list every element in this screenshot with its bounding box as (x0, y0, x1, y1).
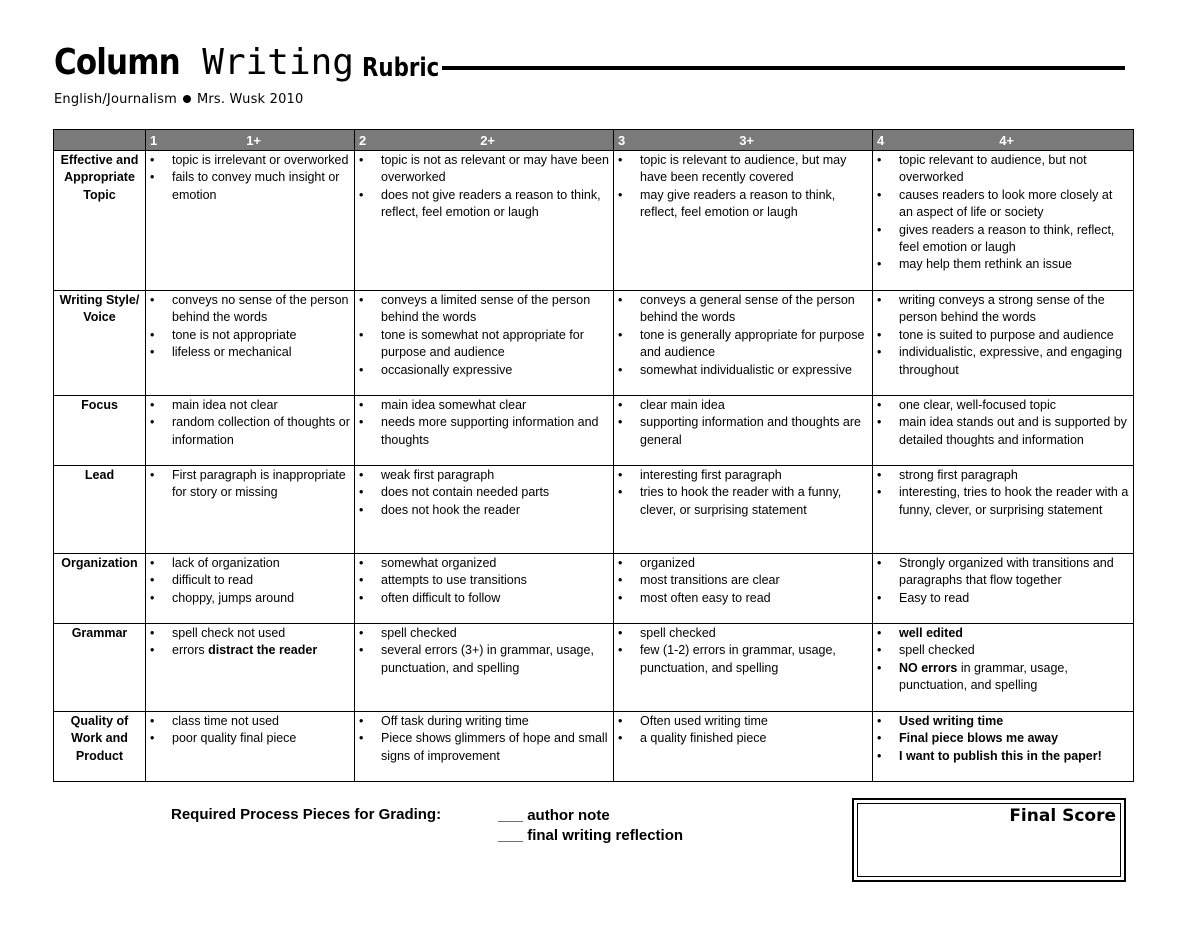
criteria-list (877, 555, 1129, 607)
list-item: • conveys no sense of the person behind the words (150, 292, 350, 327)
list-item: • fails to convey much insight or emotion (150, 169, 350, 204)
final-score-box (852, 798, 1126, 882)
list-item: • main idea not clear (150, 397, 350, 414)
criteria-list (359, 292, 609, 379)
criteria-list (150, 713, 350, 748)
score-cell (355, 624, 614, 712)
text-segment: errors (172, 643, 209, 658)
list-item (877, 730, 1129, 747)
score-cell (873, 624, 1134, 712)
list-item: • tone is generally appropriate for purpose and audience (618, 327, 868, 362)
list-item: • choppy, jumps around (150, 590, 350, 607)
list-item: • random collection of thoughts or information (150, 414, 350, 449)
list-item: • several errors (3+) in grammar, usage, punctuation, and spelling (359, 642, 609, 677)
header-row (54, 130, 1134, 151)
list-item: • clear main idea (618, 397, 868, 414)
criteria-list (150, 555, 350, 607)
list-item: • tone is suited to purpose and audience (877, 327, 1129, 344)
list-item: • supporting information and thoughts are general (618, 414, 868, 449)
score-cell (146, 712, 355, 782)
score-cell (873, 466, 1134, 554)
subtitle-teacher: Mrs. Wusk 2010 (196, 92, 304, 107)
criteria-list (359, 555, 609, 607)
author-note-item: ___ author note (498, 807, 610, 824)
criterion-cell: Effective and Appropriate Topic (54, 151, 146, 291)
score-cell (355, 554, 614, 624)
list-item: • does not contain needed parts (359, 484, 609, 501)
criteria-list (359, 713, 609, 765)
score-cell (614, 624, 873, 712)
score-cell (146, 466, 355, 554)
list-item (877, 748, 1129, 765)
criteria-list (877, 152, 1129, 274)
table-row (54, 396, 1134, 466)
list-item: • difficult to read (150, 572, 350, 589)
list-item: • writing conveys a strong sense of the person behind the words (877, 292, 1129, 327)
score-cell (355, 151, 614, 291)
list-item: • topic is relevant to audience, but may have been recently covered (618, 152, 868, 187)
list-item: • interesting first paragraph (618, 467, 868, 484)
list-item: • a quality finished piece (618, 730, 868, 747)
column-number: 4 (877, 132, 885, 148)
list-item: • main idea somewhat clear (359, 397, 609, 414)
table-row (54, 291, 1134, 396)
list-item: • lack of organization (150, 555, 350, 572)
list-item: • First paragraph is inappropriate for story or missing (150, 467, 350, 502)
column-label: 4+ (999, 132, 1015, 148)
score-cell (355, 291, 614, 396)
table-row (54, 554, 1134, 624)
criteria-list (359, 625, 609, 677)
criterion-cell: Quality of Work and Product (54, 712, 146, 782)
column-label: 3+ (739, 132, 755, 148)
bullet-dot-icon (183, 95, 191, 103)
text-segment: distract the reader (208, 643, 318, 658)
criterion-cell: Lead (54, 466, 146, 554)
criterion-cell: Focus (54, 396, 146, 466)
list-item (877, 713, 1129, 730)
list-item: • class time not used (150, 713, 350, 730)
column-header-4 (873, 130, 1134, 151)
list-item: • organized (618, 555, 868, 572)
corner-cell (54, 130, 146, 151)
text-segment: Used writing time (899, 714, 1004, 728)
score-cell (873, 396, 1134, 466)
column-label: 2+ (480, 132, 496, 148)
score-cell (146, 151, 355, 291)
criterion-cell: Grammar (54, 624, 146, 712)
title-rule (442, 66, 1125, 70)
title-writing: Writing (202, 42, 354, 83)
criteria-list (877, 397, 1129, 449)
required-pieces-label: Required Process Pieces for Grading: (171, 806, 442, 823)
criterion-cell: Organization (54, 554, 146, 624)
list-item: • main idea stands out and is supported by detailed thoughts and information (877, 414, 1129, 449)
criteria-list (359, 467, 609, 519)
title-rubric: Rubric (361, 53, 440, 83)
criteria-list (877, 713, 1129, 765)
list-item: • most often easy to read (618, 590, 868, 607)
table-row (54, 151, 1134, 291)
list-item: • gives readers a reason to think, reflect, feel emotion or laugh (877, 222, 1129, 257)
list-item: • Strongly organized with transitions and paragraphs that flow together (877, 555, 1129, 590)
subtitle (54, 92, 303, 107)
list-item (877, 660, 1129, 695)
list-item: • strong first paragraph (877, 467, 1129, 484)
table-row (54, 624, 1134, 712)
list-item: • topic is irrelevant or overworked (150, 152, 350, 169)
column-number: 1 (150, 132, 158, 148)
criteria-list (150, 292, 350, 362)
score-cell (355, 396, 614, 466)
score-cell (873, 712, 1134, 782)
list-item: • individualistic, expressive, and engaging throughout (877, 344, 1129, 379)
criteria-list (618, 292, 868, 379)
score-cell (146, 291, 355, 396)
criteria-list (359, 152, 609, 222)
list-item: • topic relevant to audience, but not overworked (877, 152, 1129, 187)
criteria-list (618, 397, 868, 449)
title-column: Column (54, 42, 180, 83)
text-segment: in grammar, usage, punctuation, and spelling (899, 660, 1068, 693)
criteria-list (877, 292, 1129, 379)
score-cell (614, 291, 873, 396)
list-item: • conveys a limited sense of the person behind the words (359, 292, 609, 327)
score-cell (873, 554, 1134, 624)
score-cell (614, 466, 873, 554)
list-item: • spell checked (359, 625, 609, 642)
list-item: • tone is somewhat not appropriate for purpose and audience (359, 327, 609, 362)
criteria-list (618, 625, 868, 677)
list-item: • causes readers to look more closely at an aspect of life or society (877, 187, 1129, 222)
column-header-1 (146, 130, 355, 151)
table-row (54, 466, 1134, 554)
list-item: • tone is not appropriate (150, 327, 350, 344)
score-cell (614, 396, 873, 466)
text-segment: Final piece blows me away (899, 731, 1059, 746)
list-item: • Piece shows glimmers of hope and small signs of improvement (359, 730, 609, 765)
score-cell (146, 624, 355, 712)
score-cell (355, 712, 614, 782)
criteria-list (618, 467, 868, 519)
column-label: 1+ (246, 132, 262, 148)
score-cell (146, 554, 355, 624)
list-item: • topic is not as relevant or may have been overworked (359, 152, 609, 187)
list-item: • may help them rethink an issue (877, 256, 1129, 273)
score-cell (614, 151, 873, 291)
column-header-2 (355, 130, 614, 151)
score-cell (614, 554, 873, 624)
score-cell (355, 466, 614, 554)
list-item: • often difficult to follow (359, 590, 609, 607)
criteria-list (359, 397, 609, 449)
reflection-item: ___ final writing reflection (498, 827, 684, 844)
list-item (150, 642, 350, 659)
list-item: • does not hook the reader (359, 502, 609, 519)
list-item: • Easy to read (877, 590, 1129, 607)
score-cell (146, 396, 355, 466)
list-item: • spell check not used (150, 625, 350, 642)
text-segment: I want to publish this in the paper! (899, 748, 1102, 763)
criteria-list (150, 625, 350, 660)
list-item: • may give readers a reason to think, reflect, feel emotion or laugh (618, 187, 868, 222)
list-item: • few (1-2) errors in grammar, usage, punctuation, and spelling (618, 642, 868, 677)
criteria-list (618, 152, 868, 222)
list-item: • most transitions are clear (618, 572, 868, 589)
list-item: • spell checked (877, 642, 1129, 659)
criteria-list (877, 467, 1129, 519)
list-item: • somewhat organized (359, 555, 609, 572)
criteria-list (618, 555, 868, 607)
score-cell (873, 291, 1134, 396)
list-item: • spell checked (618, 625, 868, 642)
list-item (877, 625, 1129, 642)
text-segment: NO errors (899, 660, 958, 675)
list-item: • conveys a general sense of the person behind the words (618, 292, 868, 327)
list-item: • somewhat individualistic or expressive (618, 362, 868, 379)
text-segment: well edited (899, 626, 963, 640)
page-title (54, 42, 456, 83)
subtitle-course: English/Journalism (54, 92, 177, 107)
list-item: • poor quality final piece (150, 730, 350, 747)
list-item: • needs more supporting information and thoughts (359, 414, 609, 449)
list-item: • occasionally expressive (359, 362, 609, 379)
list-item: • does not give readers a reason to think, reflect, feel emotion or laugh (359, 187, 609, 222)
score-cell (614, 712, 873, 782)
criterion-cell: Writing Style/ Voice (54, 291, 146, 396)
column-header-3 (614, 130, 873, 151)
criteria-list (618, 713, 868, 748)
list-item: • one clear, well-focused topic (877, 397, 1129, 414)
criteria-list (877, 625, 1129, 695)
list-item: • lifeless or mechanical (150, 344, 350, 361)
column-number: 2 (359, 132, 367, 148)
table-row (54, 712, 1134, 782)
list-item: • interesting, tries to hook the reader with a funny, clever, or surprising statement (877, 484, 1129, 519)
rubric-table (53, 129, 1134, 782)
criteria-list (150, 397, 350, 449)
score-cell (873, 151, 1134, 291)
list-item: • tries to hook the reader with a funny, clever, or surprising statement (618, 484, 868, 519)
criteria-list (150, 152, 350, 204)
list-item: • weak first paragraph (359, 467, 609, 484)
final-score-label: Final Score (1009, 806, 1116, 826)
column-number: 3 (618, 132, 626, 148)
required-pieces-list (498, 806, 683, 846)
list-item: • Often used writing time (618, 713, 868, 730)
criteria-list (150, 467, 350, 502)
list-item: • attempts to use transitions (359, 572, 609, 589)
list-item: • Off task during writing time (359, 713, 609, 730)
